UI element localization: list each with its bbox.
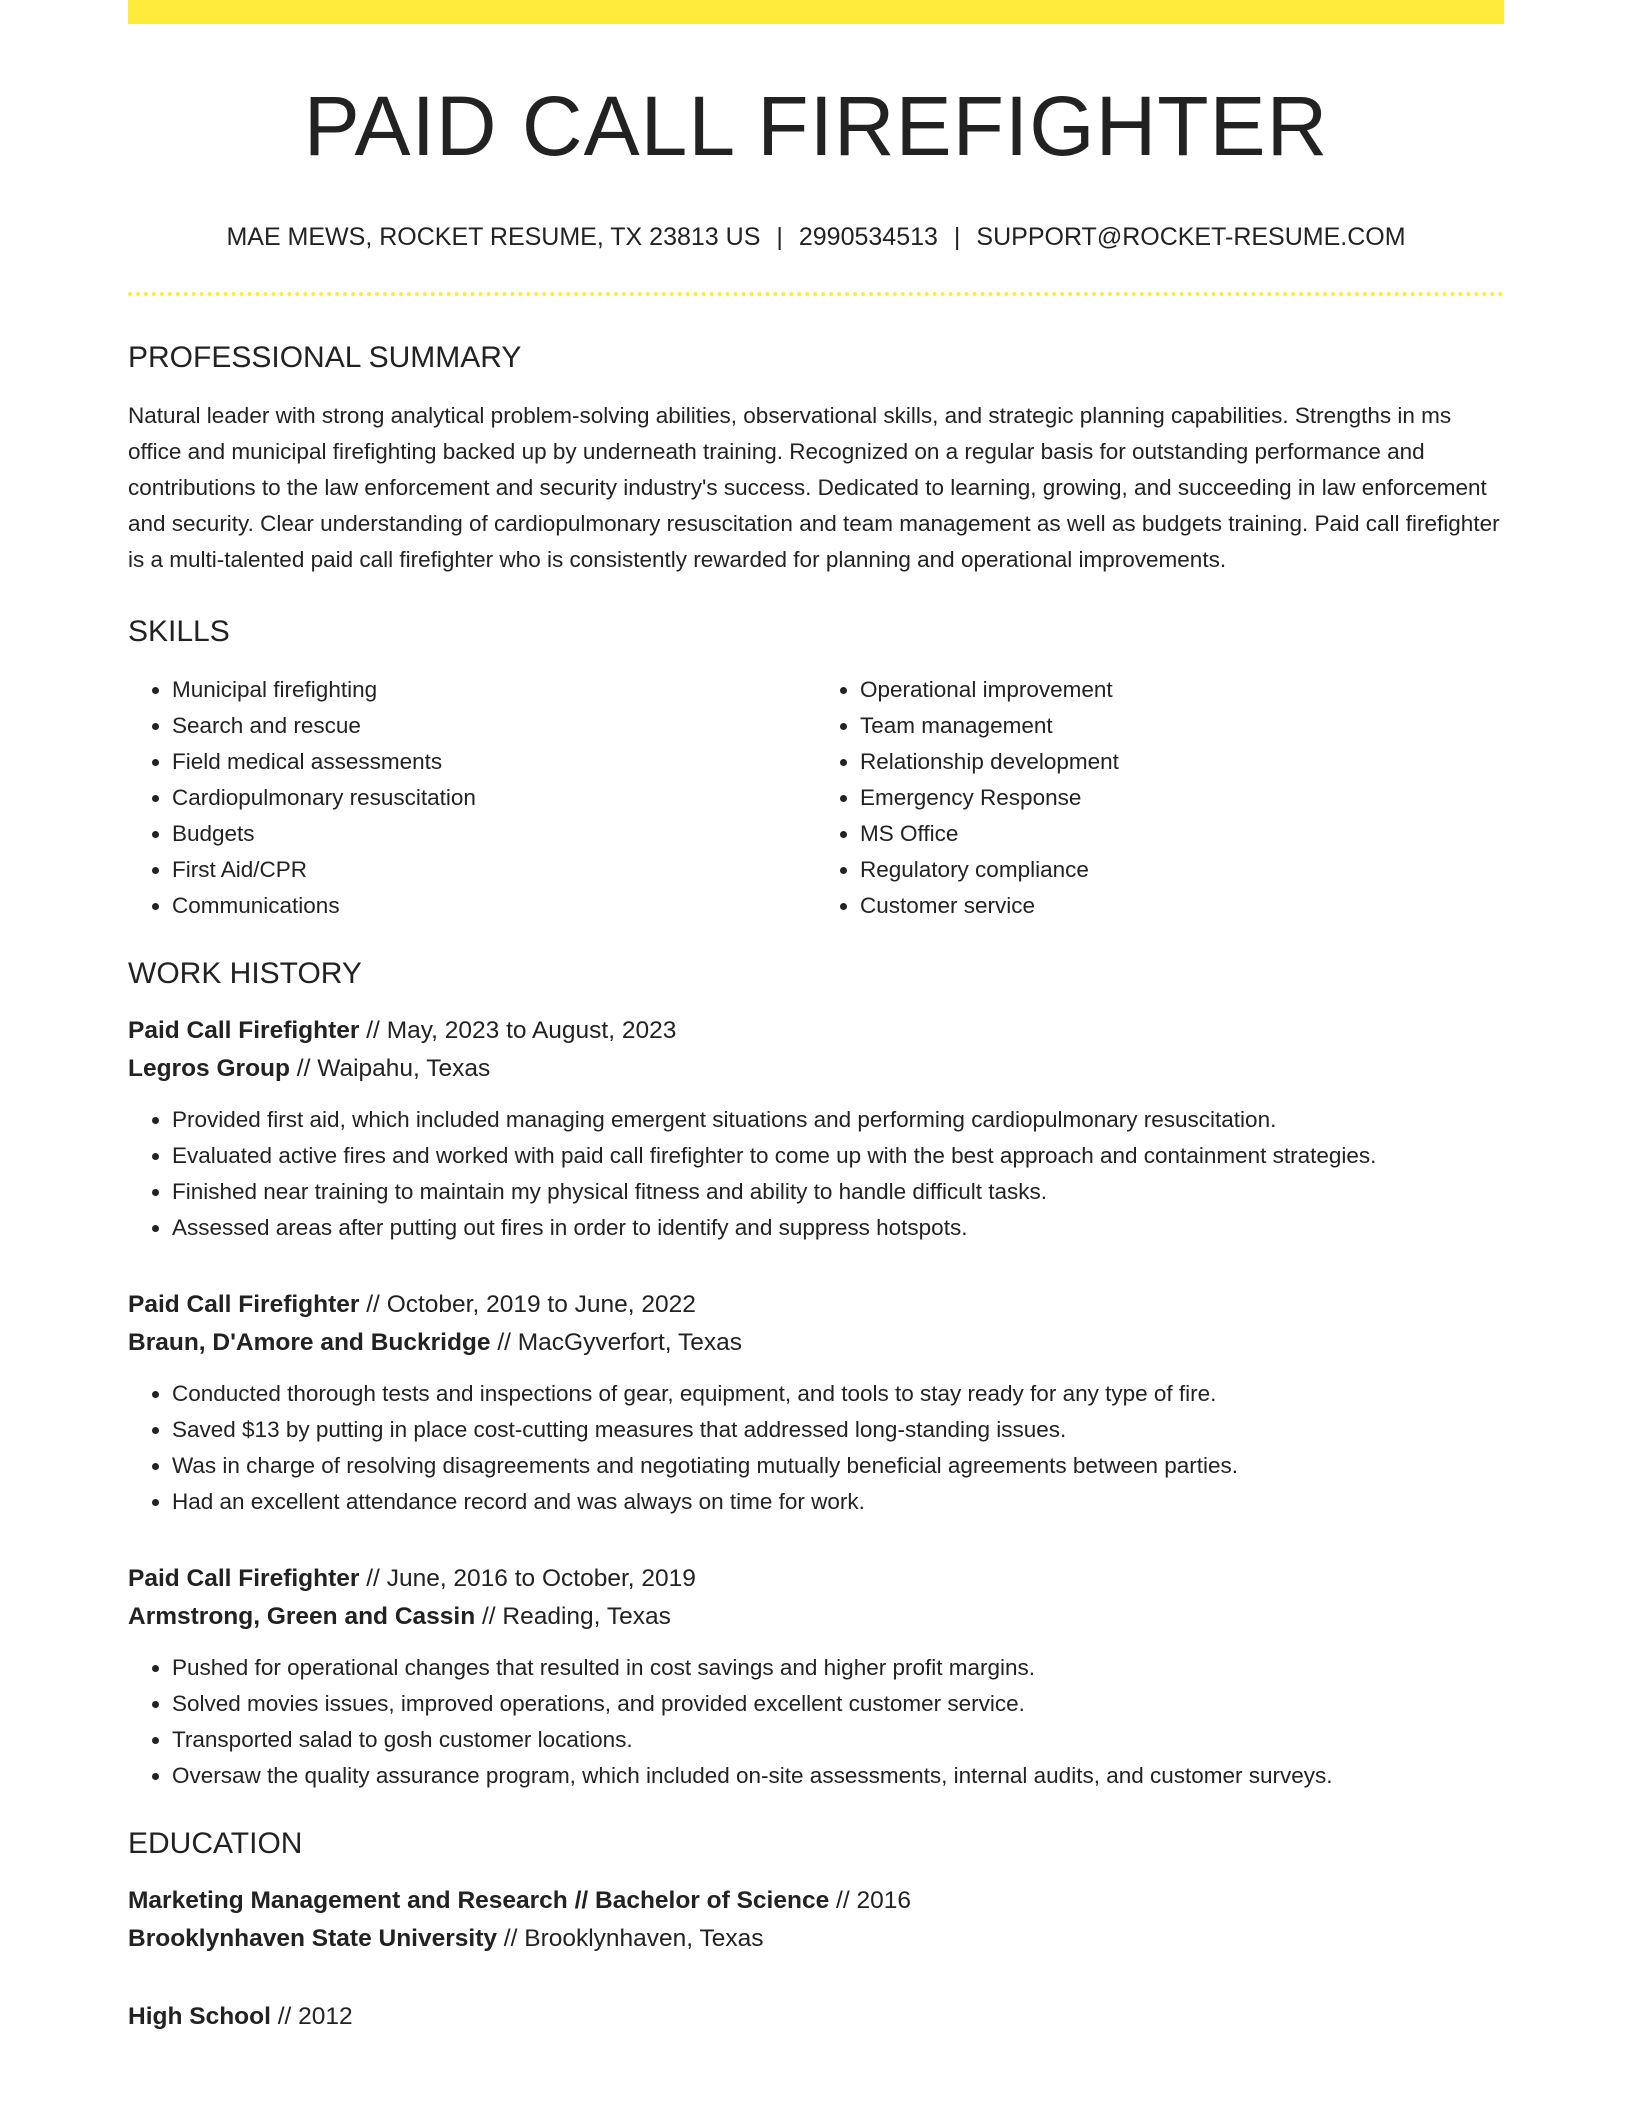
job-bullets bbox=[128, 1102, 1504, 1246]
dotted-divider bbox=[128, 292, 1504, 296]
job-bullets bbox=[128, 1650, 1504, 1794]
education-year: 2016 bbox=[856, 1887, 911, 1915]
contact-line bbox=[128, 222, 1504, 252]
contact-separator: | bbox=[776, 223, 783, 252]
education-year: 2012 bbox=[298, 2003, 353, 2031]
job-bullet: • Finished near training to maintain my physical fitness and ability to handle difficult tasks. bbox=[172, 1174, 1504, 1210]
job-bullet: • Solved movies issues, improved operations, and provided excellent customer service. bbox=[172, 1686, 1504, 1722]
skill-item: • First Aid/CPR bbox=[172, 852, 816, 888]
contact-separator: | bbox=[953, 223, 961, 252]
skill-item: • Search and rescue bbox=[172, 708, 816, 744]
job-bullet: • Saved $13 by putting in place cost-cutting measures that addressed long-standing issues. bbox=[172, 1412, 1504, 1448]
skills-column-right bbox=[816, 672, 1504, 924]
job-entry bbox=[128, 1012, 1504, 1246]
skill-item: • Team management bbox=[860, 708, 1504, 744]
contact-email: SUPPORT@ROCKET-RESUME.COM bbox=[976, 223, 1406, 252]
skill-item: • Emergency Response bbox=[860, 780, 1504, 816]
skills-heading: SKILLS bbox=[128, 615, 230, 649]
education-entry bbox=[128, 1998, 1504, 2036]
separator: // bbox=[481, 1603, 496, 1631]
education-degree-line bbox=[128, 1882, 1504, 1920]
skill-item: • Customer service bbox=[860, 888, 1504, 924]
job-role: Paid Call Firefighter bbox=[128, 1017, 360, 1045]
summary-text: Natural leader with strong analytical problem-solving abilities, observational skills, and strategic planning capabilities. Strengths in ms office and municipal firefighting backed up by underneath training. Recognized on a regular basis for outstanding performance and contributions to the law enforcement and security industry's success. Dedicated to learning, growing, and succeeding in law enforcement and security. Clear understanding of cardiopulmonary resuscitation and team management as well as budgets training. Paid call firefighter is a multi-talented paid call firefighter who is consistently rewarded for planning and operational improvements. bbox=[128, 403, 1500, 573]
separator: // bbox=[296, 1055, 311, 1083]
job-bullet: • Oversaw the quality assurance program, which included on-site assessments, internal audits, and customer surveys. bbox=[172, 1758, 1504, 1794]
skill-item: • MS Office bbox=[860, 816, 1504, 852]
resume-page bbox=[128, 0, 1504, 2036]
job-bullet: • Provided first aid, which included managing emergent situations and performing cardiopulmonary resuscitation. bbox=[172, 1102, 1504, 1138]
separator: // bbox=[503, 1925, 518, 1953]
job-bullet: • Assessed areas after putting out fires in order to identify and suppress hotspots. bbox=[172, 1210, 1504, 1246]
job-bullets bbox=[128, 1376, 1504, 1520]
job-role: Paid Call Firefighter bbox=[128, 1291, 360, 1319]
job-bullet: • Transported salad to gosh customer locations. bbox=[172, 1722, 1504, 1758]
separator: // bbox=[366, 1565, 380, 1593]
separator: // bbox=[836, 1887, 850, 1915]
education-school-line bbox=[128, 1920, 1504, 1958]
skill-item: • Regulatory compliance bbox=[860, 852, 1504, 888]
skill-item: • Cardiopulmonary resuscitation bbox=[172, 780, 816, 816]
skill-item: • Municipal firefighting bbox=[172, 672, 816, 708]
education-school: Brooklynhaven State University bbox=[128, 1925, 497, 1953]
job-company-line bbox=[128, 1050, 1504, 1088]
education-entry bbox=[128, 1882, 1504, 1958]
job-bullet: • Pushed for operational changes that resulted in cost savings and higher profit margins. bbox=[172, 1650, 1504, 1686]
job-bullet: • Was in charge of resolving disagreements and negotiating mutually beneficial agreements between parties. bbox=[172, 1448, 1504, 1484]
summary-heading: PROFESSIONAL SUMMARY bbox=[128, 341, 522, 375]
job-entry bbox=[128, 1560, 1504, 1794]
resume-title: PAID CALL FIREFIGHTER bbox=[303, 79, 1329, 173]
contact-phone: 2990534513 bbox=[798, 223, 938, 252]
job-title-line bbox=[128, 1286, 1504, 1324]
education-location: Brooklynhaven, Texas bbox=[524, 1925, 764, 1953]
skill-item: • Budgets bbox=[172, 816, 816, 852]
job-title-line bbox=[128, 1012, 1504, 1050]
skill-item: • Relationship development bbox=[860, 744, 1504, 780]
job-title-line bbox=[128, 1560, 1504, 1598]
job-entry bbox=[128, 1286, 1504, 1520]
job-dates: October, 2019 to June, 2022 bbox=[386, 1291, 696, 1319]
skill-item: • Communications bbox=[172, 888, 816, 924]
separator: // bbox=[366, 1017, 380, 1045]
job-company-line bbox=[128, 1598, 1504, 1636]
job-company: Armstrong, Green and Cassin bbox=[128, 1603, 476, 1631]
job-bullet: • Conducted thorough tests and inspections of gear, equipment, and tools to stay ready for any type of fire. bbox=[172, 1376, 1504, 1412]
job-location: Reading, Texas bbox=[502, 1603, 671, 1631]
education-degree-line bbox=[128, 1998, 1504, 2036]
work-history-heading: WORK HISTORY bbox=[128, 957, 362, 991]
job-location: Waipahu, Texas bbox=[317, 1055, 491, 1083]
skill-item: • Field medical assessments bbox=[172, 744, 816, 780]
contact-address: MAE MEWS, ROCKET RESUME, TX 23813 US bbox=[226, 223, 761, 252]
job-company: Legros Group bbox=[128, 1055, 290, 1083]
education-heading: EDUCATION bbox=[128, 1827, 303, 1861]
skills-column-left bbox=[128, 672, 816, 924]
job-role: Paid Call Firefighter bbox=[128, 1565, 360, 1593]
skill-item: • Operational improvement bbox=[860, 672, 1504, 708]
job-dates: May, 2023 to August, 2023 bbox=[386, 1017, 677, 1045]
job-company-line bbox=[128, 1324, 1504, 1362]
education-degree: High School bbox=[128, 2003, 271, 2031]
education-degree: Marketing Management and Research // Bachelor of Science bbox=[128, 1887, 830, 1915]
job-location: MacGyverfort, Texas bbox=[517, 1329, 742, 1357]
skills-list bbox=[128, 672, 1504, 924]
accent-top-bar bbox=[128, 0, 1504, 24]
separator: // bbox=[277, 2003, 292, 2031]
job-company: Braun, D'Amore and Buckridge bbox=[128, 1329, 491, 1357]
separator: // bbox=[366, 1291, 380, 1319]
job-bullet: • Had an excellent attendance record and was always on time for work. bbox=[172, 1484, 1504, 1520]
job-bullet: • Evaluated active fires and worked with paid call firefighter to come up with the best approach and containment strategies. bbox=[172, 1138, 1504, 1174]
separator: // bbox=[497, 1329, 511, 1357]
job-dates: June, 2016 to October, 2019 bbox=[386, 1565, 696, 1593]
